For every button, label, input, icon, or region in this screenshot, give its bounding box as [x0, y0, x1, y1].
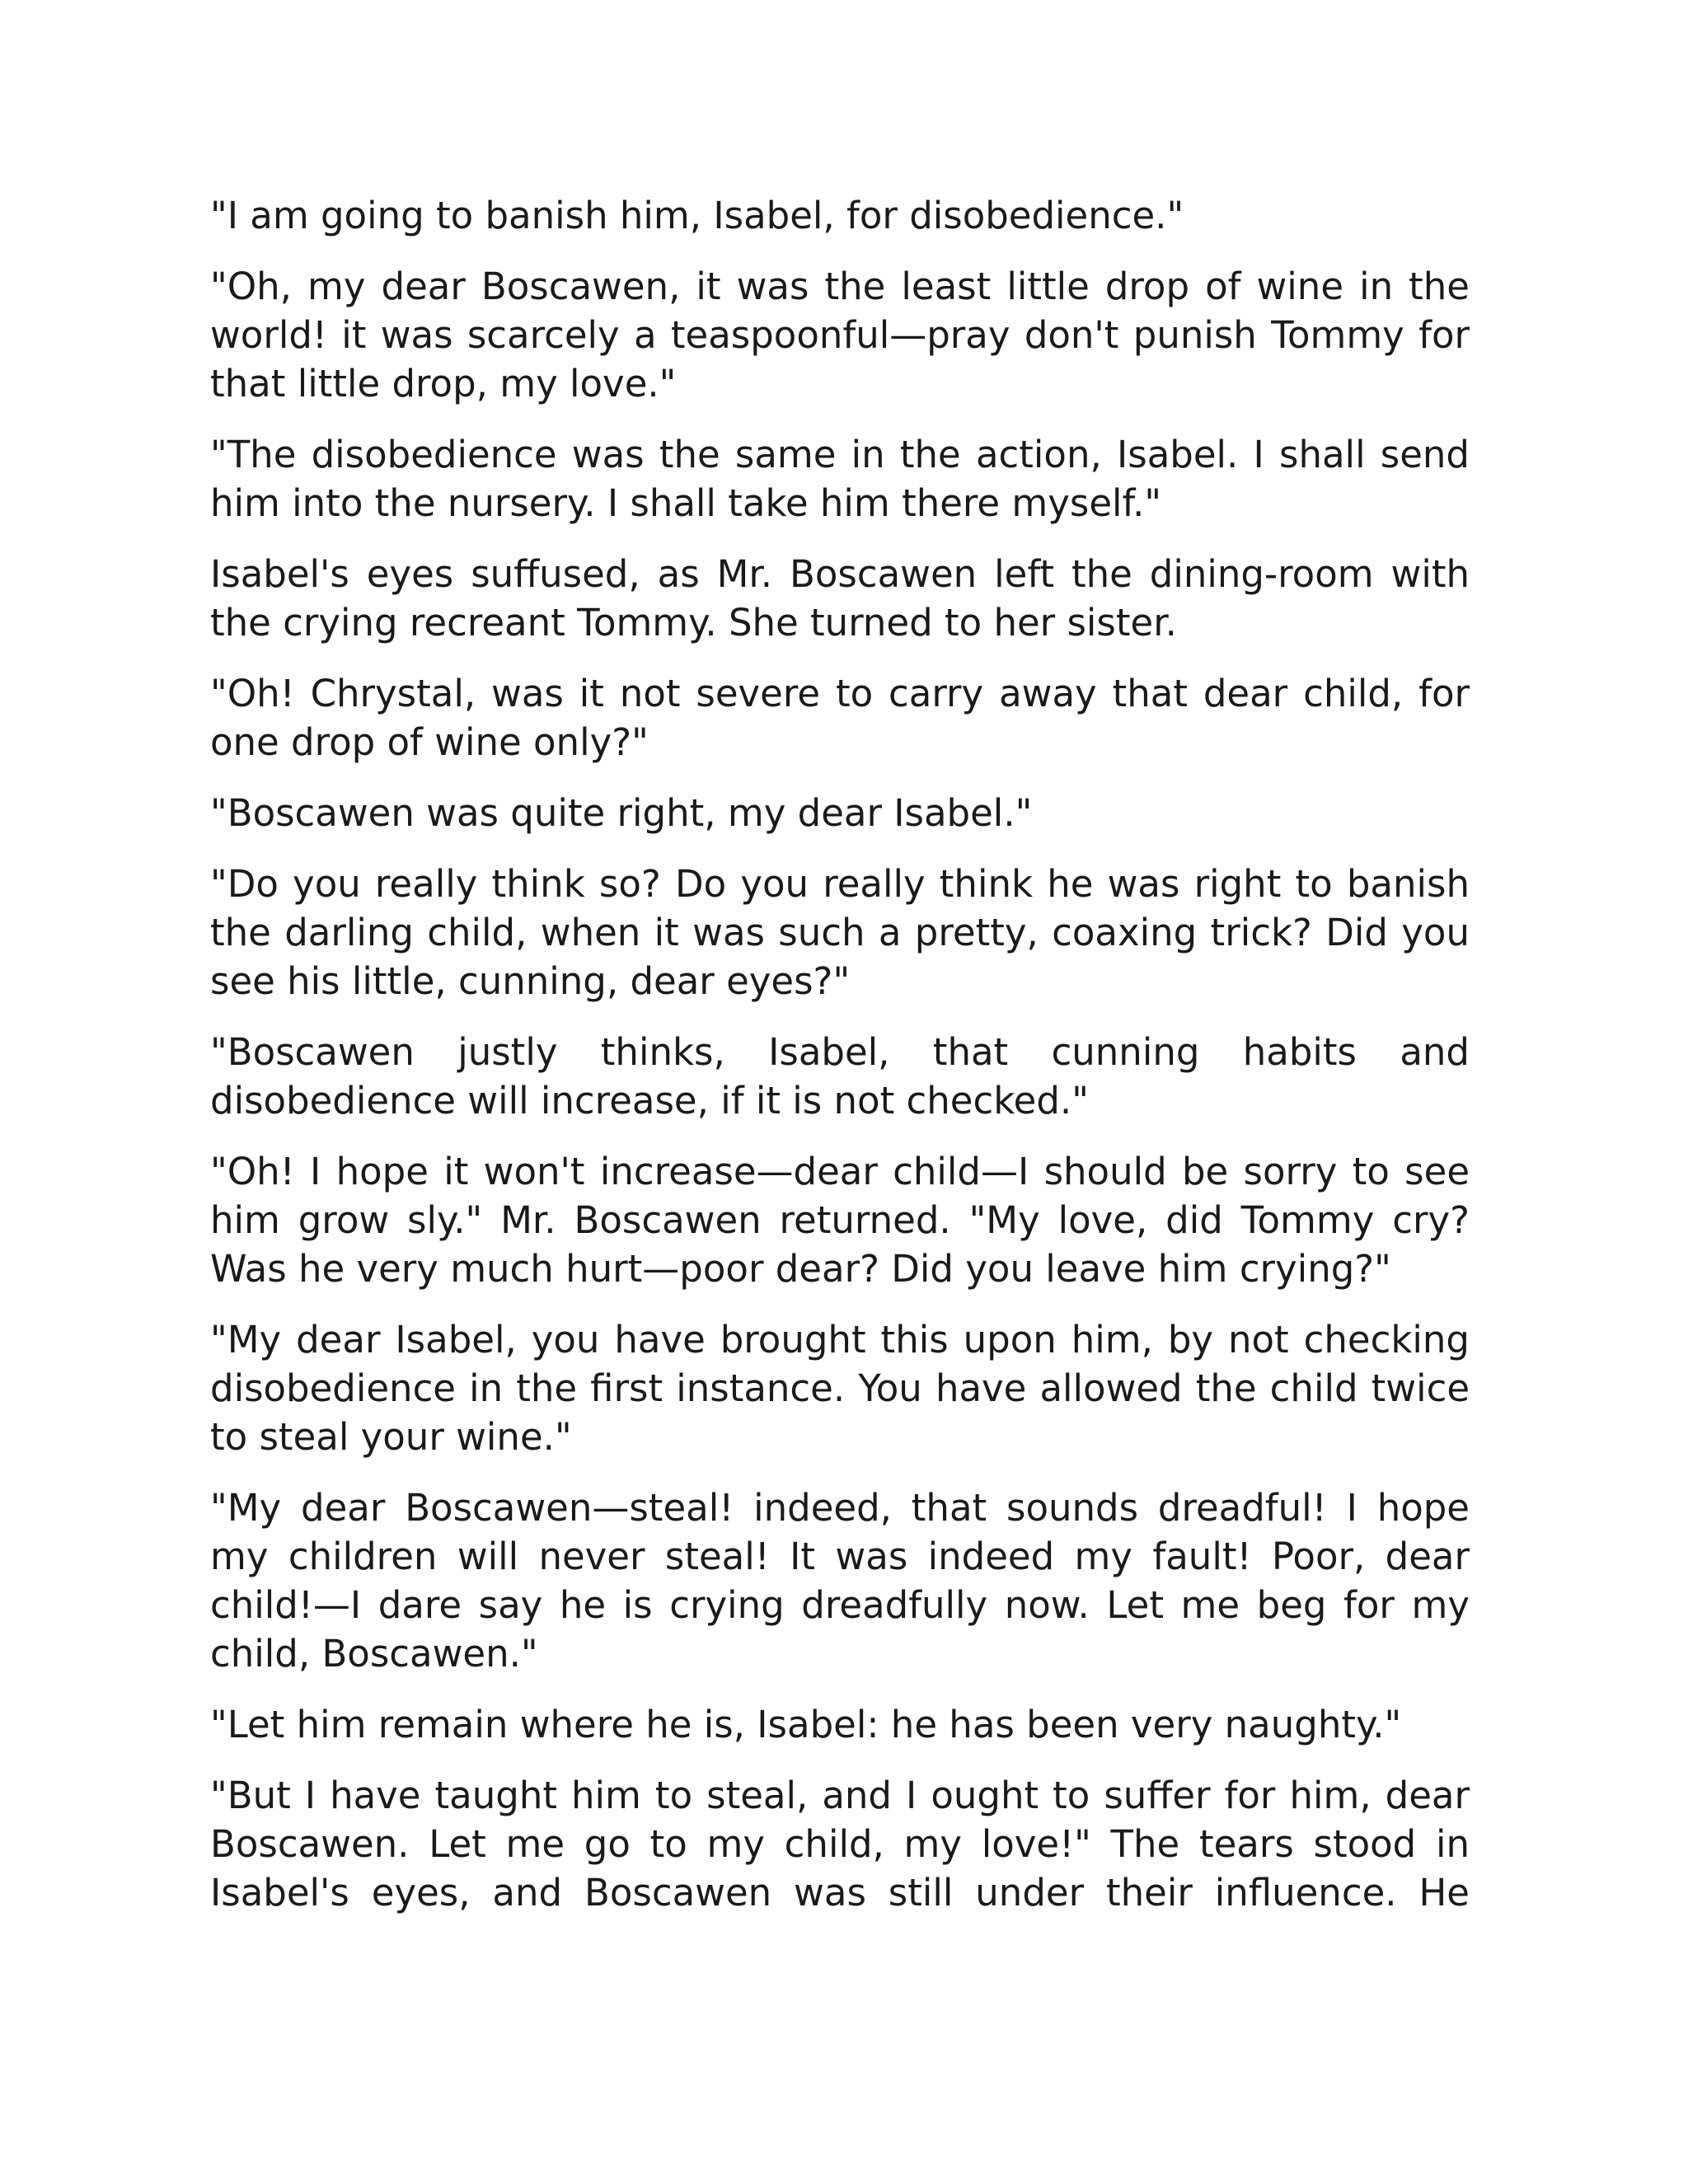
- paragraph: "Oh! I hope it won't increase—dear child—I should be sorry to see him grow sly." Mr. Boscawen returned. "My love, did Tommy cry? Was he very much hurt—poor dear? Did you leave him crying?": [210, 1150, 1470, 1291]
- page-body: [210, 191, 1470, 1917]
- paragraph: "Do you really think so? Do you really think he was right to banish the darling child, when it was such a pretty, coaxing trick? Did you see his little, cunning, dear eyes?": [210, 862, 1470, 1003]
- paragraph: "But I have taught him to steal, and I ought to suffer for him, dear Boscawen. Let me go to my child, my love!" The tears stood in Isabel's eyes, and Boscawen was still under their influence. He: [210, 1774, 1470, 1915]
- paragraph: "My dear Boscawen—steal! indeed, that sounds dreadful! I hope my children will never steal! It was indeed my fault! Poor, dear child!—I dare say he is crying dreadfully now. Let me beg for my child, Boscawen.": [210, 1486, 1470, 1675]
- paragraph: "Oh, my dear Boscawen, it was the least little drop of wine in the world! it was scarcely a teaspoonful—pray don't punish Tommy for that little drop, my love.": [210, 265, 1470, 405]
- paragraph: Isabel's eyes suffused, as Mr. Boscawen left the dining-room with the crying recreant Tommy. She turned to her sister.: [210, 552, 1470, 644]
- paragraph: "I am going to banish him, Isabel, for disobedience.": [210, 194, 1184, 237]
- paragraph: "Boscawen justly thinks, Isabel, that cunning habits and disobedience will increase, if it is not checked.": [210, 1030, 1470, 1122]
- paragraph: "My dear Isabel, you have brought this upon him, by not checking disobedience in the first instance. You have allowed the child twice to steal your wine.": [210, 1318, 1470, 1459]
- paragraph: "Let him remain where he is, Isabel: he has been very naughty.": [210, 1703, 1402, 1746]
- paragraph: "Boscawen was quite right, my dear Isabel.": [210, 791, 1033, 835]
- paragraph: "Oh! Chrystal, was it not severe to carry away that dear child, for one drop of wine only?": [210, 672, 1470, 764]
- paragraph: "The disobedience was the same in the action, Isabel. I shall send him into the nursery. I shall take him there myself.": [210, 433, 1470, 525]
